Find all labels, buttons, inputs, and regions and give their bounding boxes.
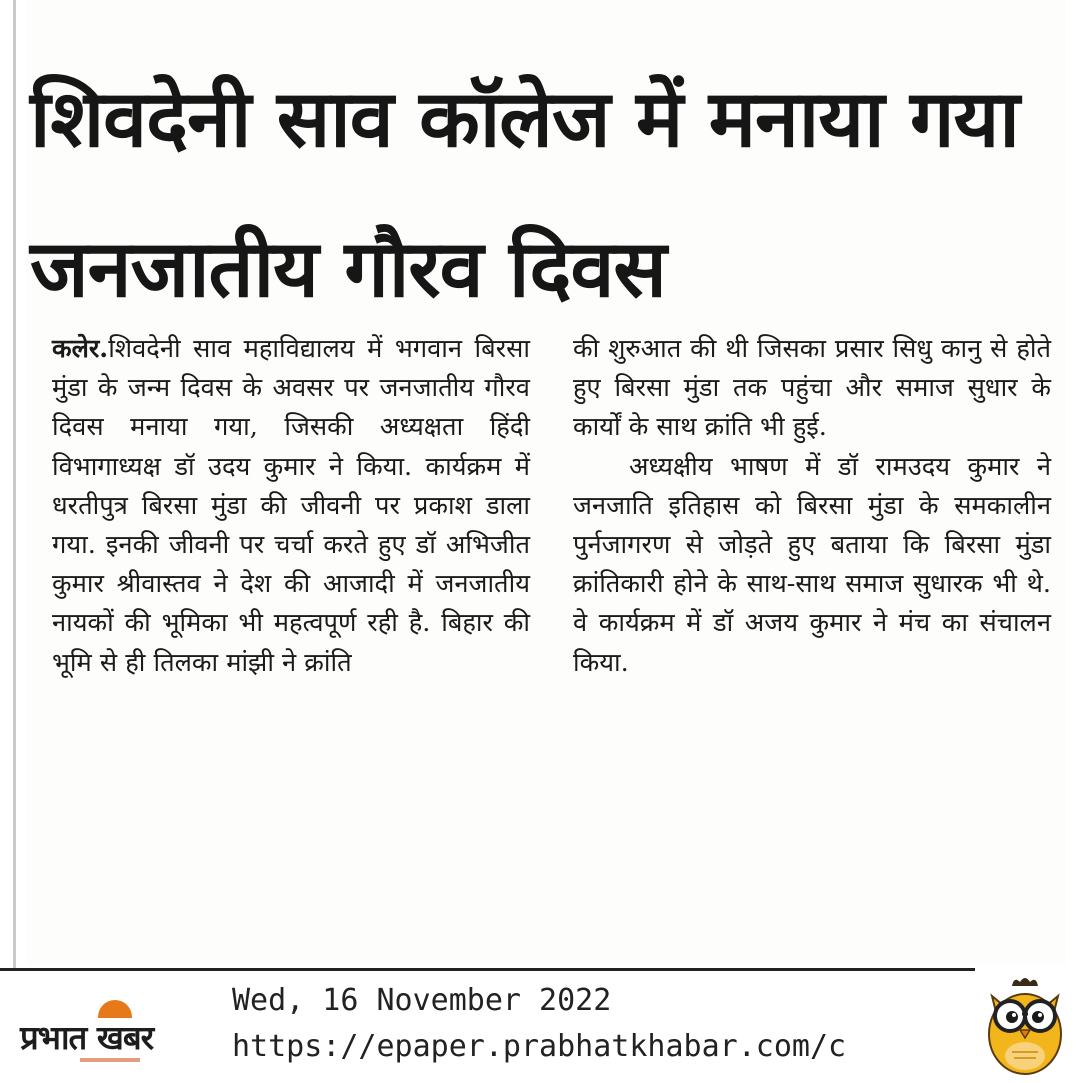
article-paragraph-2: अध्यक्षीय भाषण में डॉ रामउदय कुमार ने जनजाति इतिहास को बिरसा मुंडा के समकालीन पुर्नजागरण से जोड़ते हुए बताया कि बिरसा मुंडा क्रांतिकारी होने के साथ-साथ समाज सुधारक भी थे. वे कार्यक्रम में डॉ अजय कुमार ने मंच का संचालन किया.: [573, 451, 1051, 678]
article-dateline: कलेर.: [52, 334, 109, 364]
footer-meta: [232, 978, 846, 1070]
page-left-rule: [13, 0, 16, 968]
article-paragraph-1: [52, 330, 530, 683]
logo-text: प्रभात खबर: [20, 1018, 154, 1057]
article-column-right: [573, 330, 1051, 683]
epaper-footer: [0, 968, 1080, 1083]
logo-tagline-mark: [80, 1058, 140, 1062]
epaper-url-link[interactable]: https://epaper.prabhatkhabar.com/c: [232, 1029, 847, 1064]
article-column-left: [52, 330, 530, 683]
prabhat-khabar-logo[interactable]: [20, 998, 220, 1070]
article-column-left-text: शिवदेनी साव महाविद्यालय में भगवान बिरसा मुंडा के जन्म दिवस के अवसर पर जनजातीय गौरव दिवस मनाया गया, जिसकी अध्यक्षता हिंदी विभागाध्यक्ष डॉ उदय कुमार ने किया. कार्यक्रम में धरतीपुत्र बिरसा मुंडा की जीवनी पर प्रकाश डाला गया. इनकी जीवनी पर चर्चा करते हुए डॉ अभिजीत कुमार श्रीवास्तव ने देश की आजादी में जनजातीय नायकों की भूमिका भी महत्वपूर्ण रही है. बिहार की भूमि से ही तिलका मांझी ने क्रांति: [52, 334, 530, 678]
article-paragraph-1-continued: की शुरुआत की थी जिसका प्रसार सिधु कानु से होते हुए बिरसा मुंडा तक पहुंचा और समाज सुधार के कार्यों के साथ क्रांति भी हुई.: [573, 334, 1051, 443]
publication-date: Wed, 16 November 2022: [232, 983, 612, 1018]
footer-divider: [0, 968, 975, 971]
article-headline: शिवदेनी साव कॉलेज में मनाया गया जनजातीय गौरव दिवस: [30, 73, 1019, 315]
owl-mascot-icon: [982, 972, 1068, 1078]
